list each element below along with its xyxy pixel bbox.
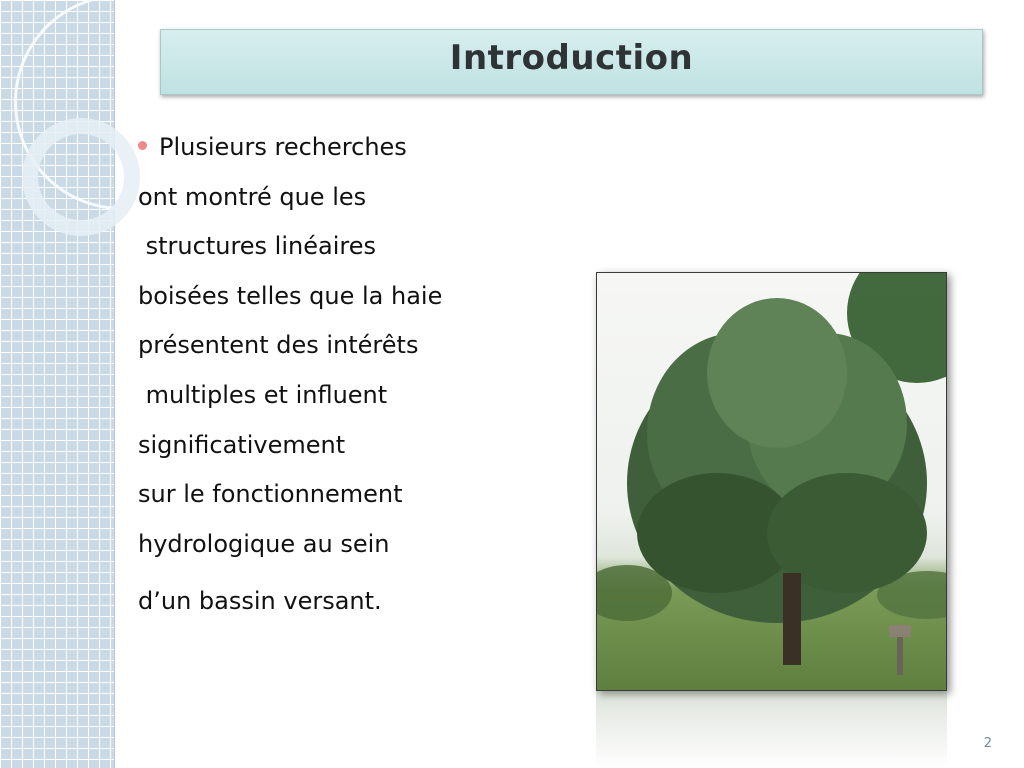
photo-reflection: [596, 691, 947, 768]
body-line: Plusieurs recherches: [138, 128, 518, 178]
body-line: boisées telles que la haie: [138, 281, 443, 310]
decorative-grid-strip: [0, 0, 115, 768]
body-line: multiples et influent: [138, 380, 388, 409]
title-bar: [160, 29, 983, 95]
body-line: ont montré que les: [138, 182, 367, 211]
page-number: 2: [983, 736, 992, 751]
slide-body: [138, 128, 518, 632]
body-line: hydrologique au sein: [138, 529, 390, 558]
tree-photo: [596, 272, 947, 691]
tree-illustration: [597, 273, 947, 691]
body-line: présentent des intérêts: [138, 331, 419, 360]
decorative-ring-small: [22, 118, 140, 236]
body-line: sur le fonctionnement: [138, 480, 403, 509]
body-line: d’un bassin versant.: [138, 587, 382, 616]
bullet-dot-icon: [138, 141, 147, 150]
body-line: structures linéaires: [138, 232, 376, 261]
slide-title: Introduction: [449, 38, 694, 78]
body-line: significativement: [138, 430, 346, 459]
